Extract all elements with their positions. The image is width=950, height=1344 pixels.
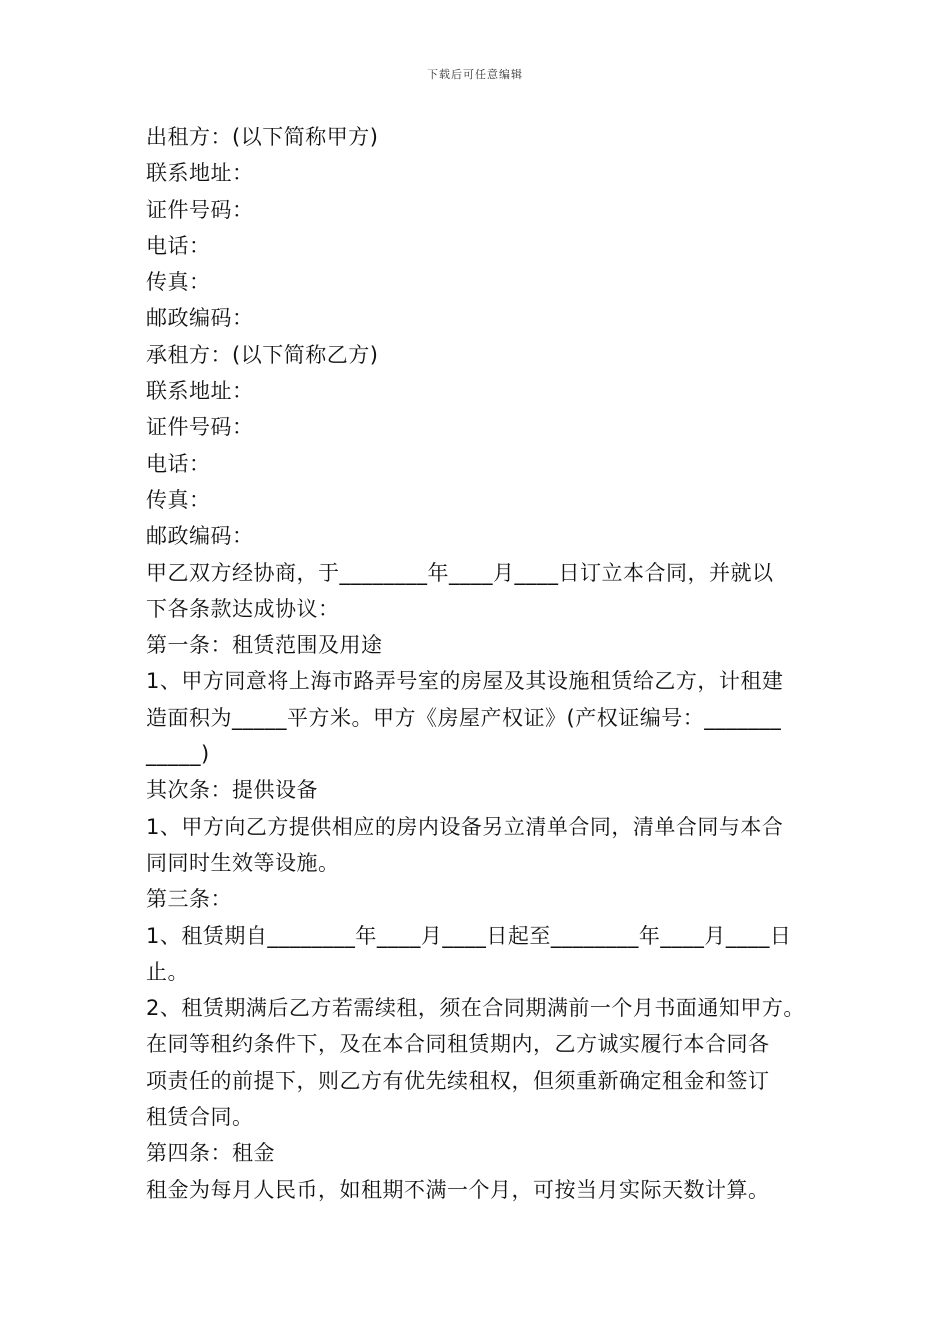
article-3-clause-2: 2、租赁期满后乙方若需续租，须在合同期满前一个月书面通知甲方。 bbox=[146, 996, 805, 1021]
lessor-line: 出租方：(以下简称甲方) bbox=[146, 125, 379, 149]
article-2-title: 其次条：提供设备 bbox=[146, 778, 318, 803]
agreement-intro-cont: 下各条款达成协议： bbox=[146, 596, 340, 621]
lessee-postcode: 邮政编码： bbox=[146, 524, 254, 549]
lessor-phone: 电话： bbox=[146, 233, 211, 258]
lessee-phone: 电话： bbox=[146, 451, 211, 476]
article-1-clause-1-cont: 造面积为_____平方米。甲方《房屋产权证》(产权证编号：_______ bbox=[146, 705, 782, 730]
article-3-clause-2-cont-1: 在同等租约条件下，及在本合同租赁期内，乙方诚实履行本合同各 bbox=[146, 1032, 770, 1057]
article-3-clause-1-cont: 止。 bbox=[146, 959, 189, 984]
document-body bbox=[146, 119, 816, 1208]
article-2-clause-1: 1、甲方向乙方提供相应的房内设备另立清单合同，清单合同与本合 bbox=[146, 814, 784, 839]
lessor-id-number: 证件号码： bbox=[146, 197, 254, 222]
lessee-fax: 传真： bbox=[146, 487, 211, 512]
page-header: 下载后可任意编辑 bbox=[427, 68, 523, 81]
agreement-intro: 甲乙双方经协商，于________年____月____日订立本合同，并就以 bbox=[146, 560, 774, 585]
article-3-title: 第三条： bbox=[146, 887, 232, 912]
article-1-clause-1: 1、甲方同意将上海市路弄号室的房屋及其设施租赁给乙方，计租建 bbox=[146, 669, 784, 694]
article-3-clause-2-cont-3: 租赁合同。 bbox=[146, 1105, 254, 1130]
lessee-id-number: 证件号码： bbox=[146, 415, 254, 440]
article-1-clause-1-end: _____) bbox=[146, 742, 210, 767]
lessor-postcode: 邮政编码： bbox=[146, 306, 254, 331]
lessor-address: 联系地址： bbox=[146, 161, 254, 186]
article-2-clause-1-cont: 同同时生效等设施。 bbox=[146, 850, 340, 875]
lessor-fax: 传真： bbox=[146, 270, 211, 295]
article-1-title: 第一条：租赁范围及用途 bbox=[146, 633, 383, 658]
lessee-line: 承租方：(以下简称乙方) bbox=[146, 342, 379, 367]
article-4-clause: 租金为每月人民币，如租期不满一个月，可按当月实际天数计算。 bbox=[146, 1177, 770, 1202]
article-4-title: 第四条：租金 bbox=[146, 1141, 275, 1166]
article-3-clause-1: 1、租赁期自________年____月____日起至________年____月____日 bbox=[146, 923, 792, 948]
article-3-clause-2-cont-2: 项责任的前提下，则乙方有优先续租权，但须重新确定租金和签订 bbox=[146, 1068, 770, 1093]
lessee-address: 联系地址： bbox=[146, 379, 254, 404]
